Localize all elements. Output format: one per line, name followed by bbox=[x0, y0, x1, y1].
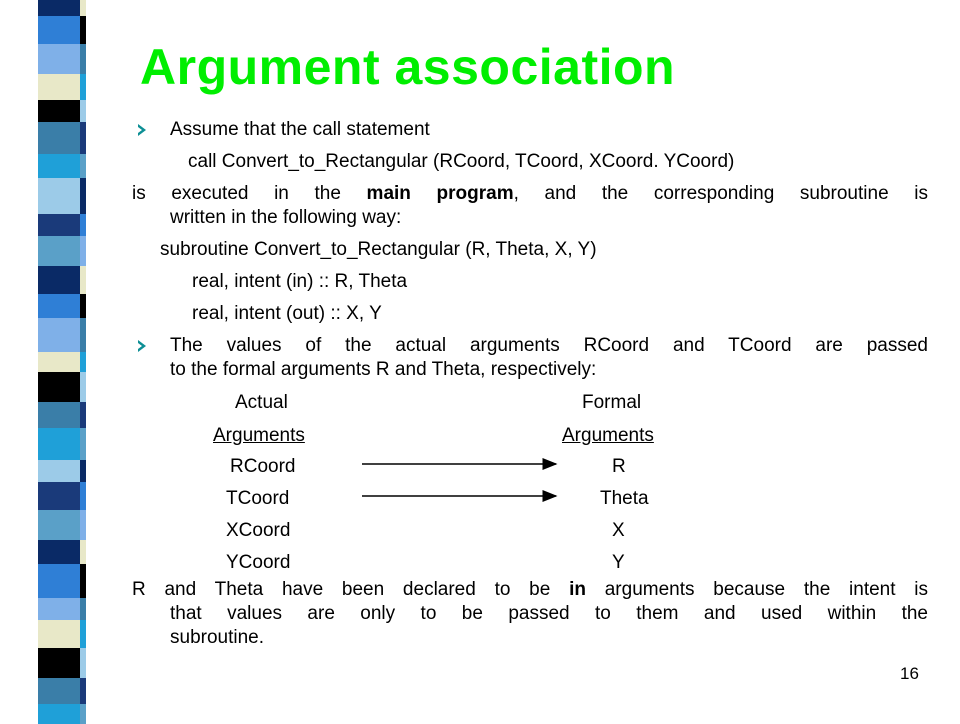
stripe-block bbox=[38, 482, 80, 510]
actual-subheader: Arguments bbox=[213, 425, 305, 446]
stripe-block bbox=[38, 402, 80, 428]
decorative-stripe bbox=[0, 0, 108, 720]
stripe-block bbox=[80, 74, 86, 100]
code-line-2: real, intent (in) :: R, Theta bbox=[192, 271, 408, 292]
stripe-block bbox=[80, 428, 86, 460]
stripe-block bbox=[80, 648, 86, 678]
para2-text-b: arguments because the intent is bbox=[585, 579, 929, 600]
bullet-text-2-line-2: to the formal arguments R and Theta, respectively: bbox=[170, 359, 597, 380]
stripe-block bbox=[80, 564, 86, 598]
stripe-block bbox=[80, 678, 86, 704]
stripe-block bbox=[38, 620, 80, 648]
stripe-block bbox=[80, 540, 86, 564]
formal-arg-x: X bbox=[612, 520, 625, 541]
stripe-block bbox=[38, 428, 80, 460]
stripe-block bbox=[80, 266, 86, 294]
stripe-block bbox=[38, 154, 80, 178]
stripe-block bbox=[80, 598, 86, 620]
stripe-block bbox=[80, 0, 86, 16]
bullet-text-2-line-1: The values of the actual arguments RCoord and TCoord are passed bbox=[170, 335, 928, 356]
formal-arg-theta: Theta bbox=[600, 488, 649, 509]
stripe-block bbox=[80, 294, 86, 318]
stripe-block bbox=[38, 214, 80, 236]
stripe-block bbox=[38, 352, 80, 372]
stripe-block bbox=[38, 318, 80, 352]
main-program-bold: main program bbox=[366, 183, 514, 204]
call-statement: call Convert_to_Rectangular (RCoord, TCoord, XCoord. YCoord) bbox=[188, 151, 735, 172]
actual-arg-rcoord: RCoord bbox=[230, 456, 296, 477]
actual-arg-ycoord: YCoord bbox=[226, 552, 291, 573]
code-line-1: subroutine Convert_to_Rectangular (R, Theta, X, Y) bbox=[160, 239, 597, 260]
stripe-block bbox=[38, 178, 80, 214]
stripe-block bbox=[80, 482, 86, 510]
stripe-block bbox=[80, 44, 86, 74]
stripe-block bbox=[80, 154, 86, 178]
arrow-bullet-icon bbox=[138, 124, 146, 136]
stripe-block bbox=[38, 460, 80, 482]
stripe-block bbox=[80, 704, 86, 724]
stripe-block bbox=[38, 100, 80, 122]
stripe-block bbox=[38, 372, 80, 402]
page-number: 16 bbox=[900, 664, 919, 683]
para2-text-a: R and Theta have been declared to be bbox=[132, 579, 570, 600]
para1-text-a: is executed in the bbox=[132, 183, 367, 204]
stripe-block bbox=[80, 620, 86, 648]
slide-title: Argument association bbox=[140, 39, 676, 95]
stripe-block bbox=[38, 678, 80, 704]
stripe-block bbox=[38, 236, 80, 266]
paragraph-1-line-2: written in the following way: bbox=[170, 207, 402, 228]
stripe-block bbox=[38, 540, 80, 564]
formal-arg-y: Y bbox=[612, 552, 625, 573]
actual-arg-tcoord: TCoord bbox=[226, 488, 290, 509]
stripe-block bbox=[80, 460, 86, 482]
stripe-block bbox=[38, 598, 80, 620]
stripe-block bbox=[80, 236, 86, 266]
stripe-block bbox=[38, 294, 80, 318]
actual-arg-xcoord: XCoord bbox=[226, 520, 291, 541]
formal-header: Formal bbox=[582, 392, 642, 413]
arrow-bullet-icon bbox=[138, 340, 146, 352]
stripe-block bbox=[38, 0, 80, 16]
stripe-block bbox=[38, 44, 80, 74]
in-bold: in bbox=[569, 579, 586, 600]
stripe-block bbox=[80, 402, 86, 428]
stripe-block bbox=[38, 266, 80, 294]
stripe-block bbox=[80, 16, 86, 44]
paragraph-2-line-3: subroutine. bbox=[170, 627, 265, 648]
paragraph-2-line-1 bbox=[132, 578, 928, 602]
stripe-block bbox=[80, 510, 86, 540]
paragraph-2-line-2: that values are only to be passed to them and used within the bbox=[170, 603, 928, 624]
stripe-block bbox=[38, 648, 80, 678]
paragraph-1-line-1 bbox=[132, 182, 928, 206]
bullet-text-1: Assume that the call statement bbox=[170, 119, 430, 140]
stripe-block bbox=[80, 318, 86, 352]
stripe-block bbox=[38, 122, 80, 154]
stripe-block bbox=[38, 564, 80, 598]
stripe-block bbox=[38, 510, 80, 540]
stripe-block bbox=[38, 704, 80, 724]
stripe-block bbox=[80, 122, 86, 154]
stripe-block bbox=[80, 352, 86, 372]
para1-text-b: , and the corresponding subroutine is bbox=[513, 183, 928, 204]
stripe-block bbox=[80, 100, 86, 122]
stripe-block bbox=[38, 16, 80, 44]
formal-subheader: Arguments bbox=[562, 425, 654, 446]
stripe-block bbox=[38, 74, 80, 100]
code-line-3: real, intent (out) :: X, Y bbox=[192, 303, 382, 324]
actual-header: Actual bbox=[235, 392, 288, 413]
stripe-block bbox=[80, 372, 86, 402]
stripe-block bbox=[80, 214, 86, 236]
stripe-block bbox=[80, 178, 86, 214]
formal-arg-r: R bbox=[612, 456, 626, 477]
